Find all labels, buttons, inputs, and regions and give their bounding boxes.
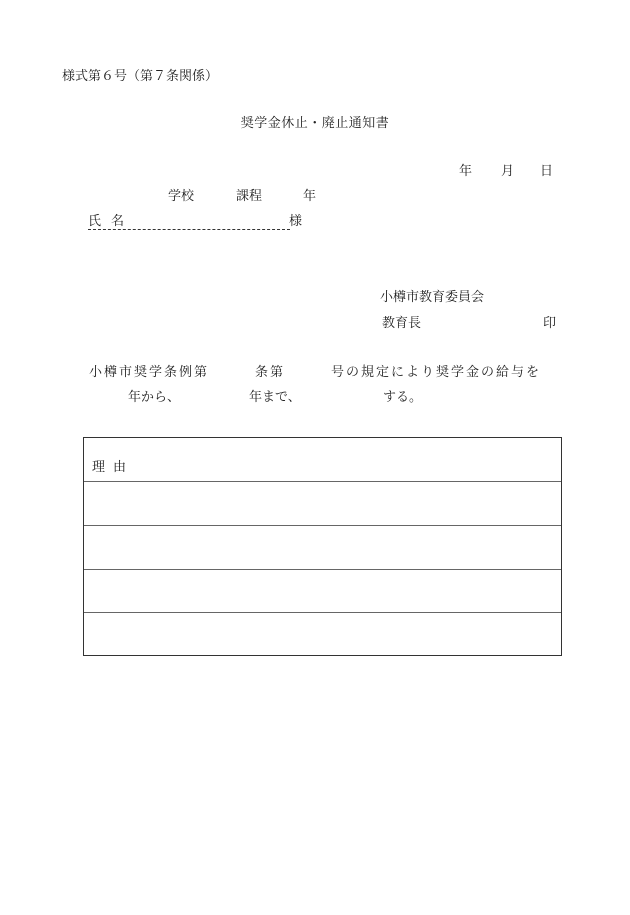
form-number: 様式第６号（第７条関係） [62,69,219,84]
body-text-to-year: 年まで、 [249,390,301,405]
body-text-provision: 号の規定により奨学金の給与を [331,365,542,380]
body-text-from-year: 年から、 [128,390,181,405]
reason-box [83,437,562,656]
body-text-ordinance: 小樽市奨学条例第 [89,365,210,380]
honorific: 様 [289,214,303,229]
grade-label: 年 [303,189,317,204]
name-label: 氏名 [88,214,135,229]
name-underline [88,229,290,230]
school-label: 学校 [168,189,195,204]
reason-label: 理由 [92,460,135,475]
body-text-article: 条第 [255,365,286,380]
course-label: 課程 [236,189,263,204]
document-title: 奨学金休止・廃止通知書 [240,116,390,131]
date-year-label: 年 [459,164,473,179]
reason-line [84,481,561,482]
body-text-action: する。 [383,390,423,405]
reason-line [84,525,561,526]
reason-line [84,612,561,613]
date-day-label: 日 [540,164,554,179]
reason-line [84,569,561,570]
date-month-label: 月 [501,164,515,179]
issuer-board: 小樽市教育委員会 [380,290,485,305]
issuer-superintendent: 教育長 [382,316,422,331]
seal-mark: 印 [543,316,557,331]
